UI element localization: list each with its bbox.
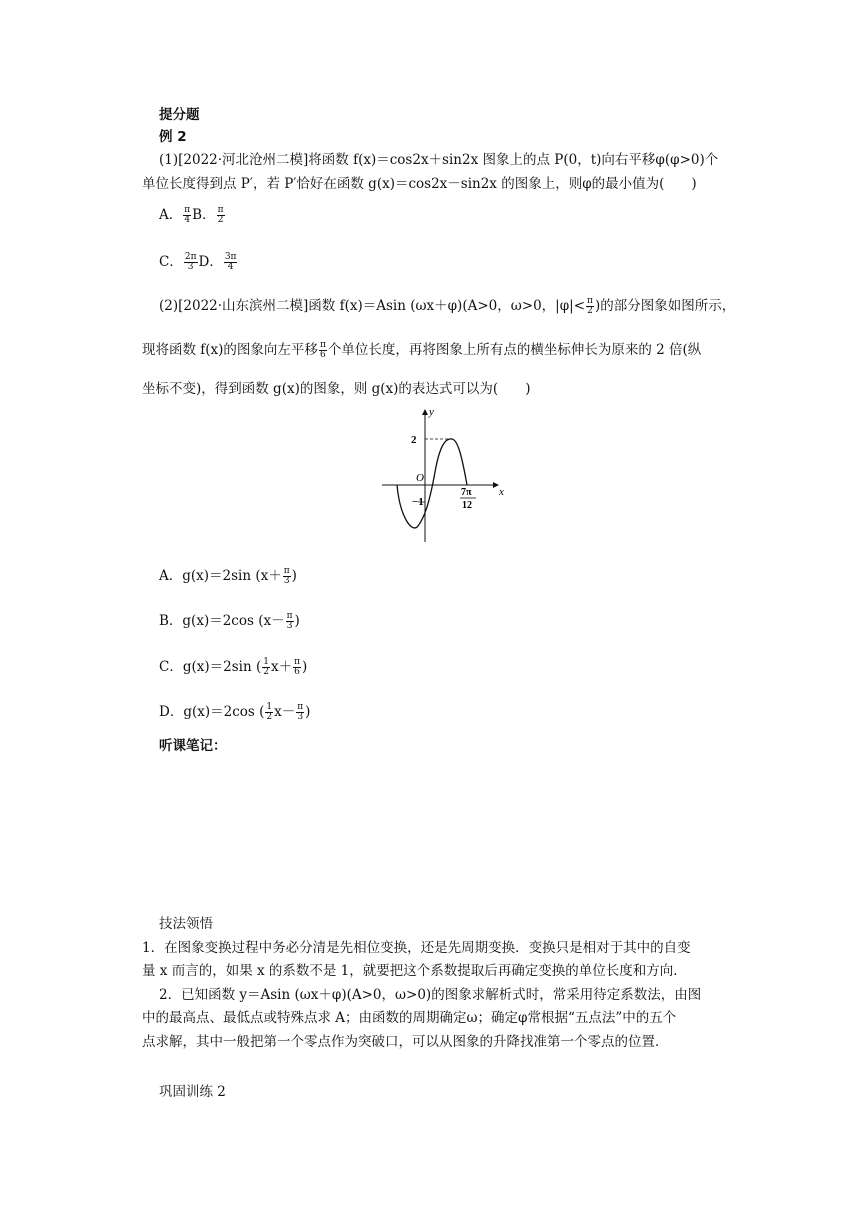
x-axis-label: x — [499, 486, 504, 498]
q2-option-c: C．g(x)＝2sin ( $\frac{1}{2}$ x＋ $\frac{\pi}{6}$ ) — [159, 657, 308, 677]
technique-p2-line3: 点求解，其中一般把第一个零点作为突破口，可以从图象的升降找准第一个零点的位置． — [142, 1034, 669, 1050]
zero-numerator: 7π — [461, 487, 472, 498]
q2-option-a: A．g(x)＝2sin (x＋ $\frac{\pi}{3}$ ) — [159, 566, 297, 586]
q1-line-2: 单位长度得到点 P′，若 P′恰好在函数 g(x)＝cos2x－sin2x 的图象上，则φ的最小值为( ) — [142, 176, 697, 192]
option-a-fraction: $\frac{\pi}{4}$ — [184, 205, 191, 225]
y-axis-label: y — [429, 406, 434, 418]
function-graph — [380, 402, 515, 547]
min-label: −1 — [412, 496, 424, 508]
zero-denominator: 12 — [462, 500, 472, 511]
sine-curve — [397, 439, 467, 528]
technique-p2-line2: 中的最高点、最低点或特殊点求 A；由函数的周期确定ω；确定φ常根据“五点法”中的五个 — [142, 1010, 677, 1026]
option-c-prefix: C． — [159, 254, 183, 270]
q1-option-ab — [159, 206, 226, 225]
technique-p1-line2: 量 x 而言的，如果 x 的系数不是 1，就要把这个系数提取后再确定变换的单位长度和方向． — [142, 963, 687, 979]
option-b-prefix: B． — [192, 207, 216, 223]
option-c-fraction: $\frac{2\pi}{3}$ — [184, 252, 197, 272]
q2-option-d: D．g(x)＝2cos ( $\frac{1}{2}$ x－ $\frac{\pi}{3}$ ) — [159, 702, 311, 722]
technique-p2-line1: 2．已知函数 y＝Asin (ωx＋φ)(A>0，ω>0)的图象求解析式时，常采用待定系数法，由图 — [159, 987, 702, 1003]
technique-p1-line1: 1．在图象变换过程中务必分清是先相位变换，还是先周期变换．变换只是相对于其中的自变 — [142, 940, 691, 956]
q2-option-b: B．g(x)＝2cos (x－ $\frac{\pi}{3}$ ) — [159, 611, 300, 631]
section-heading: 提分题 — [159, 107, 200, 123]
example-label: 例 2 — [159, 129, 187, 145]
option-a-prefix: A． — [159, 207, 183, 223]
q1-line-1: (1)[2022·河北沧州二模]将函数 f(x)＝cos2x＋sin2x 图象上的点 P(0，t)向右平移φ(φ>0)个 — [159, 152, 719, 168]
notes-label: 听课笔记： — [159, 738, 227, 754]
option-d-fraction: $\frac{3\pi}{4}$ — [224, 252, 237, 272]
origin-label: O — [416, 472, 424, 484]
max-label: 2 — [411, 434, 417, 446]
option-b-fraction: $\frac{\pi}{2}$ — [217, 205, 224, 225]
q2-line-3: 坐标不变)，得到函数 g(x)的图象，则 g(x)的表达式可以为( ) — [142, 381, 531, 397]
q2-line-2: 现将函数 f(x)的图象向左平移 $\frac{\pi}{6}$ 个单位长度，再将图象上所有点的横坐标伸长为原来的 2 倍(纵 — [142, 340, 702, 360]
q1-option-cd — [159, 253, 238, 272]
technique-title: 技法领悟 — [159, 916, 213, 932]
q2-line-1: (2)[2022·山东滨州二模]函数 f(x)＝Asin (ωx＋φ)(A>0，ω>0，|φ|< $\frac{\pi}{2}$ )的部分图象如图所示， — [159, 296, 736, 316]
option-d-prefix: D． — [198, 254, 223, 270]
practice-title: 巩固训练 2 — [159, 1084, 226, 1100]
